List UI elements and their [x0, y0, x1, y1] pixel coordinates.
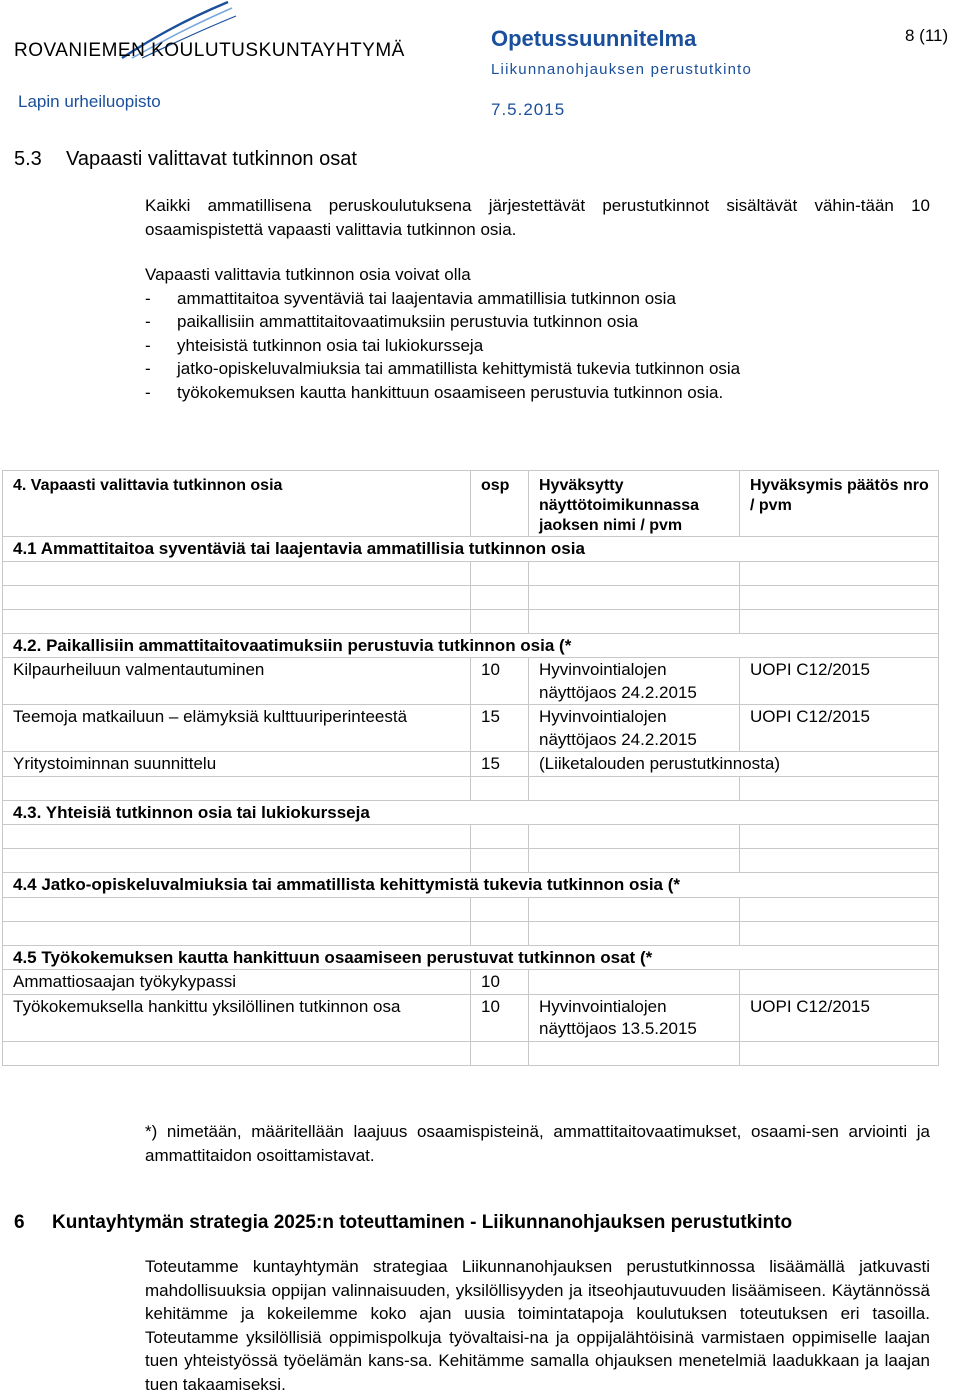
- footnote: *) nimetään, määritellään laajuus osaamispisteinä, ammattitaitovaatimukset, osaami-sen arviointi ja ammattitaidon osoittamistavat.: [145, 1122, 930, 1165]
- document-title: Opetussuunnitelma: [491, 26, 697, 51]
- table-section-row: [3, 873, 939, 898]
- table-row: [3, 1041, 939, 1065]
- section-title: Kuntayhtymän strategia 2025:n toteuttaminen - Liikunnanohjauksen perustutkinto: [52, 1212, 793, 1233]
- document-subtitle: Liikunnanohjauksen perustutkinto: [491, 61, 753, 78]
- unit-name: Työkokemuksella hankittu yksilöllinen tutkinnon osa: [3, 994, 471, 1041]
- unit-name: Ammattiosaajan työkykypassi: [3, 970, 471, 995]
- optional-units-table: [2, 470, 939, 1066]
- list-item: - yhteisistä tutkinnon osia tai lukiokursseja: [145, 334, 930, 358]
- header-decision: Hyväksymis päätös nro / pvm: [740, 471, 939, 537]
- org-logo-text: ROVANIEMEN KOULUTUSKUNTAYHTYMÄ: [14, 40, 405, 61]
- table-row: [3, 897, 939, 921]
- header-approved: Hyväksytty näyttötoimikunnassa jaoksen nimi / pvm: [529, 471, 740, 537]
- paragraph: Kaikki ammatillisena peruskoulutuksena järjestettävät perustutkinnot sisältävät vähin-tään 10 osaamispistettä vapaasti valittavia tutkinnon osia.: [145, 196, 930, 239]
- unit-osp: 10: [471, 658, 529, 705]
- unit-name: Teemoja matkailuun – elämyksiä kulttuuriperinteestä: [3, 705, 471, 752]
- section-title: Vapaasti valittavat tutkinnon osat: [66, 148, 357, 170]
- list-item: - työkokemuksen kautta hankittuun osaamiseen perustuvia tutkinnon osia.: [145, 381, 930, 405]
- table-row: [3, 994, 939, 1041]
- section-4-4: 4.4 Jatko-opiskeluvalmiuksia tai ammatillista kehittymistä tukevia tutkinnon osia (*: [3, 873, 939, 898]
- unit-approved: Hyvinvointialojen näyttöjaos 24.2.2015: [529, 705, 740, 752]
- list-item: - jatko-opiskeluvalmiuksia tai ammatillista kehittymistä tukevia tutkinnon osia: [145, 357, 930, 381]
- section-number: 6: [14, 1212, 25, 1233]
- table-row: [3, 705, 939, 752]
- table-row: [3, 921, 939, 945]
- dash-list: [145, 287, 930, 405]
- header-unit-name: 4. Vapaasti valittavia tutkinnon osia: [3, 471, 471, 537]
- section-6-paragraph: Toteutamme kuntayhtymän strategiaa Liikunnanohjauksen perustutkinnossa lisäämällä jatkuvasti mahdollisuuksia oppijan valinnaisuuden, yksilöllisyyden ja itseohjautuvuuden lisäämiseen. Käytännössä kehitämme ja kokeilemme koko ajan uusia toimintatapoja koulutuksen toteutuksen eri tasoilla. Toteutamme yksilöllisiä oppimispolkuja työvaltaisi-na ja oppijalähtöisinä varmistaen oppimiselle laajan tuen yhteistyössä työelämän kans-sa. Kehitämme samalla ohjauksen menetelmiä laadukkaan ja laajan tuen takaamiseksi.: [145, 1257, 930, 1394]
- section-5-3-list: [145, 263, 930, 404]
- section-heading-6: [14, 1212, 792, 1234]
- unit-osp: 15: [471, 752, 529, 777]
- section-5-3-intro: [145, 194, 930, 241]
- unit-approved: Hyvinvointialojen näyttöjaos 24.2.2015: [529, 658, 740, 705]
- table-section-row: [3, 633, 939, 658]
- table-row: [3, 970, 939, 995]
- list-item: - paikallisiin ammattitaitovaatimuksiin perustuvia tutkinnon osia: [145, 310, 930, 334]
- list-item: - ammattitaitoa syventäviä tai laajentavia ammatillisia tutkinnon osia: [145, 287, 930, 311]
- unit-name: Kilpaurheiluun valmentautuminen: [3, 658, 471, 705]
- unit-decision: UOPI C12/2015: [740, 994, 939, 1041]
- unit-approved: (Liiketalouden perustutkinnosta): [529, 752, 939, 777]
- document-date: 7.5.2015: [491, 100, 566, 119]
- table-row: [3, 776, 939, 800]
- section-4-2: 4.2. Paikallisiin ammattitaitovaatimuksiin perustuvia tutkinnon osia (*: [3, 633, 939, 658]
- section-4-5: 4.5 Työkokemuksen kautta hankittuun osaamiseen perustuvat tutkinnon osat (*: [3, 945, 939, 970]
- unit-decision: UOPI C12/2015: [740, 705, 939, 752]
- unit-osp: 10: [471, 994, 529, 1041]
- unit-osp: 15: [471, 705, 529, 752]
- unit-decision: UOPI C12/2015: [740, 658, 939, 705]
- table-row: [3, 609, 939, 633]
- unit-decision: [740, 970, 939, 995]
- section-4-3: 4.3. Yhteisiä tutkinnon osia tai lukiokursseja: [3, 800, 939, 825]
- section-4-1: 4.1 Ammattitaitoa syventäviä tai laajentavia ammatillisia tutkinnon osia: [3, 537, 939, 562]
- section-number: 5.3: [14, 148, 42, 170]
- unit-approved: [529, 970, 740, 995]
- table-row: [3, 585, 939, 609]
- list-intro: Vapaasti valittavia tutkinnon osia voivat olla: [145, 265, 471, 284]
- table-row: [3, 658, 939, 705]
- unit-osp: 10: [471, 970, 529, 995]
- table-row: [3, 752, 939, 777]
- section-heading-5-3: [14, 148, 357, 171]
- header-osp: osp: [471, 471, 529, 537]
- table-row: [3, 561, 939, 585]
- page-number: 8 (11): [905, 26, 949, 45]
- table-section-row: [3, 800, 939, 825]
- table-header-row: [3, 471, 939, 537]
- institute-name: Lapin urheiluopisto: [18, 92, 161, 111]
- unit-approved: Hyvinvointialojen näyttöjaos 13.5.2015: [529, 994, 740, 1041]
- table-row: [3, 849, 939, 873]
- table-section-row: [3, 537, 939, 562]
- unit-name: Yritystoiminnan suunnittelu: [3, 752, 471, 777]
- table-row: [3, 825, 939, 849]
- table-section-row: [3, 945, 939, 970]
